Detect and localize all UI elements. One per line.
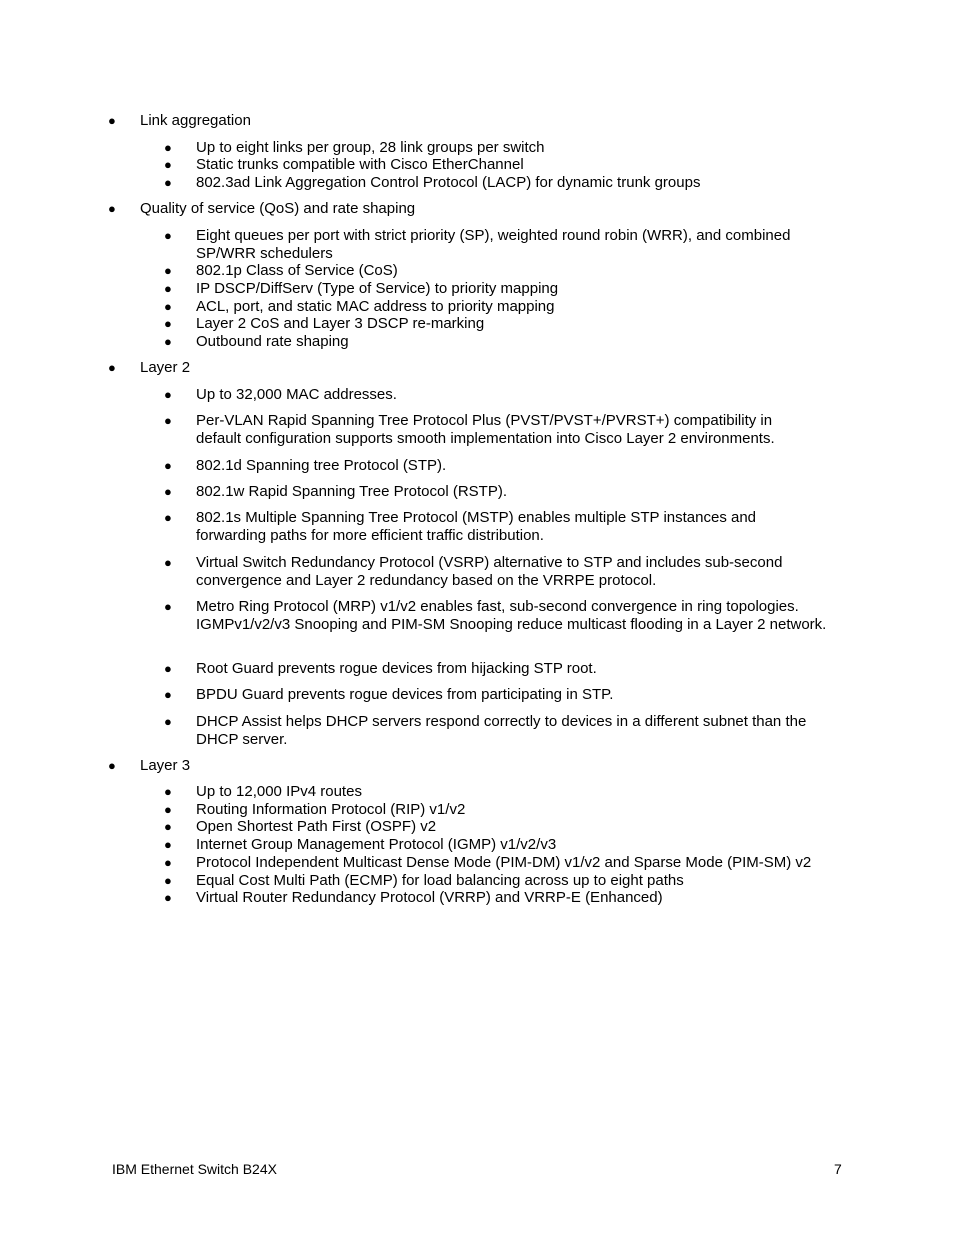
bullet-icon: ●: [164, 458, 172, 473]
list-item: Internet Group Management Protocol (IGMP) v1/v2/v3: [196, 836, 557, 853]
section-title-qos: Quality of service (QoS) and rate shaping: [140, 200, 416, 217]
bullet-icon: ●: [164, 890, 172, 905]
list-item: Equal Cost Multi Path (ECMP) for load balancing across up to eight paths: [196, 872, 684, 889]
bullet-icon: ●: [164, 714, 172, 729]
list-item: Layer 2 CoS and Layer 3 DSCP re-marking: [196, 315, 485, 332]
bullet-icon: ●: [164, 661, 172, 676]
list-item: IP DSCP/DiffServ (Type of Service) to priority mapping: [196, 280, 559, 297]
bullet-icon: ●: [164, 484, 172, 499]
bullet-icon: ●: [164, 555, 172, 570]
bullet-icon: ●: [164, 837, 172, 852]
bullet-icon: ●: [164, 387, 172, 402]
bullet-icon: ●: [164, 299, 172, 314]
bullet-icon: ●: [164, 784, 172, 799]
bullet-icon: ●: [164, 510, 172, 525]
bullet-icon: ●: [108, 201, 116, 216]
list-item: 802.1s Multiple Spanning Tree Protocol (MSTP) enables multiple STP instances and forwarding paths for more efficient traffic distribution.: [196, 509, 757, 544]
list-item: 802.1p Class of Service (CoS): [196, 262, 398, 279]
list-item: Protocol Independent Multicast Dense Mode (PIM-DM) v1/v2 and Sparse Mode (PIM-SM) v2: [196, 854, 812, 871]
page-number: 7: [834, 1161, 842, 1177]
bullet-icon: ●: [164, 281, 172, 296]
section-title-layer-3: Layer 3: [140, 757, 191, 774]
bullet-icon: ●: [164, 599, 172, 614]
list-item: Routing Information Protocol (RIP) v1/v2: [196, 801, 466, 818]
bullet-icon: ●: [164, 316, 172, 331]
bullet-icon: ●: [108, 758, 116, 773]
list-item: Static trunks compatible with Cisco EtherChannel: [196, 156, 524, 173]
list-item: 802.3ad Link Aggregation Control Protocol (LACP) for dynamic trunk groups: [196, 174, 701, 191]
list-item: Per-VLAN Rapid Spanning Tree Protocol Plus (PVST/PVST+/PVRST+) compatibility in default configuration supports smooth implementation into Cisco Layer 2 environments.: [196, 412, 775, 447]
bullet-icon: ●: [164, 855, 172, 870]
bullet-icon: ●: [164, 873, 172, 888]
footer-title: IBM Ethernet Switch B24X: [112, 1161, 277, 1177]
list-item: Virtual Router Redundancy Protocol (VRRP) and VRRP-E (Enhanced): [196, 889, 663, 906]
bullet-icon: ●: [164, 819, 172, 834]
bullet-icon: ●: [164, 175, 172, 190]
list-item: Eight queues per port with strict priority (SP), weighted round robin (WRR), and combined SP/WRR schedulers: [196, 227, 791, 262]
list-item: ACL, port, and static MAC address to priority mapping: [196, 298, 555, 315]
section-title-link-aggregation: Link aggregation: [140, 112, 251, 129]
list-item: Up to 12,000 IPv4 routes: [196, 783, 362, 800]
bullet-icon: ●: [164, 687, 172, 702]
list-item: Root Guard prevents rogue devices from hijacking STP root.: [196, 660, 597, 677]
bullet-icon: ●: [164, 802, 172, 817]
bullet-icon: ●: [164, 413, 172, 428]
bullet-icon: ●: [164, 157, 172, 172]
list-item: Up to 32,000 MAC addresses.: [196, 386, 397, 403]
list-item: Outbound rate shaping: [196, 333, 349, 350]
bullet-icon: ●: [108, 360, 116, 375]
list-item: 802.1w Rapid Spanning Tree Protocol (RSTP).: [196, 483, 507, 500]
bullet-icon: ●: [164, 140, 172, 155]
bullet-icon: ●: [164, 334, 172, 349]
bullet-icon: ●: [108, 113, 116, 128]
section-title-layer-2: Layer 2: [140, 359, 191, 376]
list-item: Open Shortest Path First (OSPF) v2: [196, 818, 437, 835]
list-item: Virtual Switch Redundancy Protocol (VSRP) alternative to STP and includes sub-second convergence and Layer 2 redundancy based on the VRRPE protocol.: [196, 554, 783, 589]
list-item: DHCP Assist helps DHCP servers respond correctly to devices in a different subnet than the DHCP server.: [196, 713, 807, 748]
list-item: 802.1d Spanning tree Protocol (STP).: [196, 457, 447, 474]
bullet-icon: ●: [164, 263, 172, 278]
bullet-icon: ●: [164, 228, 172, 243]
list-item: BPDU Guard prevents rogue devices from participating in STP.: [196, 686, 614, 703]
list-item: Metro Ring Protocol (MRP) v1/v2 enables fast, sub-second convergence in ring topologies. IGMPv1/v2/v3 Snooping and PIM-SM Snooping reduce multicast flooding in a Layer 2 network.: [196, 598, 827, 633]
list-item: Up to eight links per group, 28 link groups per switch: [196, 139, 545, 156]
